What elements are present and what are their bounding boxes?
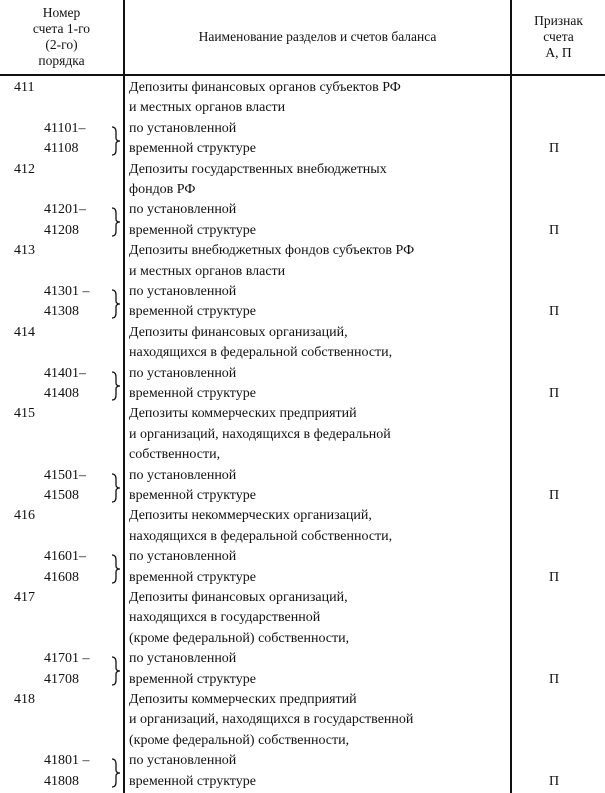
account-attribute: П <box>549 671 560 687</box>
account-name-line: и местных органов власти <box>129 100 286 116</box>
subaccount-description: по установленной <box>129 202 237 218</box>
account-name-line: (кроме федеральной) собственности, <box>129 630 350 646</box>
account-name-line: Депозиты финансовых организаций, <box>129 324 348 340</box>
subaccount-range-from: 41601– <box>44 549 86 565</box>
account-name-line: фондов РФ <box>129 182 196 197</box>
account-name-line: находящихся в государственной <box>129 610 321 626</box>
account-code: 417 <box>14 590 35 605</box>
header-number-line: порядка <box>38 53 85 68</box>
account-name-line: находящихся в федеральной собственности, <box>129 528 393 544</box>
subaccount-description: по установленной <box>129 120 237 136</box>
brace-icon <box>110 656 122 686</box>
account-name-line: Депозиты коммерческих предприятий <box>129 406 357 422</box>
account-name-line: Депозиты некоммерческих организаций, <box>129 508 372 524</box>
account-attribute: П <box>549 773 560 789</box>
subaccount-range-from: 41501– <box>44 467 86 483</box>
header-number-line: (2-го) <box>45 37 78 52</box>
subaccount-range-to: 41408 <box>44 386 79 401</box>
account-name-line: Депозиты государственных внебюджетных <box>129 161 387 177</box>
brace-icon <box>110 473 122 503</box>
account-name-line: Депозиты финансовых органов субъектов РФ <box>129 80 401 95</box>
account-code: 416 <box>14 508 35 524</box>
subaccount-description: временной структуре <box>129 386 256 401</box>
subaccount-range-to: 41108 <box>44 141 79 157</box>
subaccount-range-from: 41101– <box>44 120 86 136</box>
subaccount-range-from: 41801 – <box>44 753 90 769</box>
account-name-line: Депозиты внебюджетных фондов субъектов РФ <box>129 243 415 259</box>
header-section-names <box>125 0 510 74</box>
brace-icon <box>110 371 122 401</box>
account-attribute: П <box>549 488 560 503</box>
account-name-line: Депозиты финансовых организаций, <box>129 590 348 605</box>
subaccount-description: временной структуре <box>129 569 256 585</box>
subaccount-range-to: 41708 <box>44 671 79 687</box>
account-code: 414 <box>14 324 35 340</box>
account-attribute: П <box>549 141 560 157</box>
subaccount-range-to: 41808 <box>44 773 79 789</box>
header-divider <box>0 74 605 76</box>
subaccount-range-to: 41208 <box>44 222 79 238</box>
subaccount-range-to: 41308 <box>44 304 79 320</box>
subaccount-description: по установленной <box>129 365 237 381</box>
account-code: 413 <box>14 243 35 259</box>
brace-icon <box>110 758 122 788</box>
header-attr-line: Признак <box>534 13 583 28</box>
account-attribute: П <box>549 569 560 585</box>
account-name-line: находящихся в федеральной собственности, <box>129 345 393 361</box>
account-name-line: собственности, <box>129 447 221 463</box>
header-account-attribute <box>512 0 605 74</box>
subaccount-description: временной структуре <box>129 222 256 238</box>
brace-icon <box>110 207 122 237</box>
account-attribute: П <box>549 222 560 238</box>
account-name-line: и организаций, находящихся в федеральной <box>129 426 391 442</box>
brace-icon <box>110 289 122 319</box>
account-name-line: Депозиты коммерческих предприятий <box>129 692 357 707</box>
account-name-line: и организаций, находящихся в государственной <box>129 712 414 728</box>
account-code: 415 <box>14 406 35 422</box>
account-code: 418 <box>14 692 35 707</box>
subaccount-description: временной структуре <box>129 671 256 687</box>
subaccount-range-from: 41401– <box>44 365 86 381</box>
column-divider <box>123 0 125 793</box>
account-code: 412 <box>14 161 35 177</box>
header-name-text: Наименование разделов и счетов баланса <box>198 29 437 44</box>
subaccount-range-to: 41608 <box>44 569 79 585</box>
subaccount-description: временной структуре <box>129 773 256 789</box>
account-attribute: П <box>549 304 560 320</box>
header-account-number <box>0 0 123 74</box>
brace-icon <box>110 126 122 156</box>
header-attr-line: А, П <box>545 45 572 60</box>
header-number-line: счета 1-го <box>32 21 91 36</box>
subaccount-range-from: 41201– <box>44 202 86 218</box>
subaccount-description: по установленной <box>129 549 237 565</box>
subaccount-description: временной структуре <box>129 304 256 320</box>
subaccount-range-from: 41701 – <box>44 651 90 667</box>
subaccount-description: по установленной <box>129 467 237 483</box>
column-divider <box>510 0 512 793</box>
account-name-line: (кроме федеральной) собственности, <box>129 732 350 748</box>
brace-icon <box>110 554 122 584</box>
account-code: 411 <box>14 80 35 95</box>
header-number-line: Номер <box>42 5 81 20</box>
header-attr-line: счета <box>543 29 574 44</box>
subaccount-description: по установленной <box>129 753 237 769</box>
subaccount-description: временной структуре <box>129 141 256 157</box>
account-name-line: и местных органов власти <box>129 263 286 279</box>
subaccount-description: временной структуре <box>129 488 256 503</box>
account-attribute: П <box>549 386 560 401</box>
subaccount-description: по установленной <box>129 284 237 299</box>
subaccount-range-to: 41508 <box>44 488 79 503</box>
subaccount-range-from: 41301 – <box>44 284 90 299</box>
subaccount-description: по установленной <box>129 651 237 667</box>
